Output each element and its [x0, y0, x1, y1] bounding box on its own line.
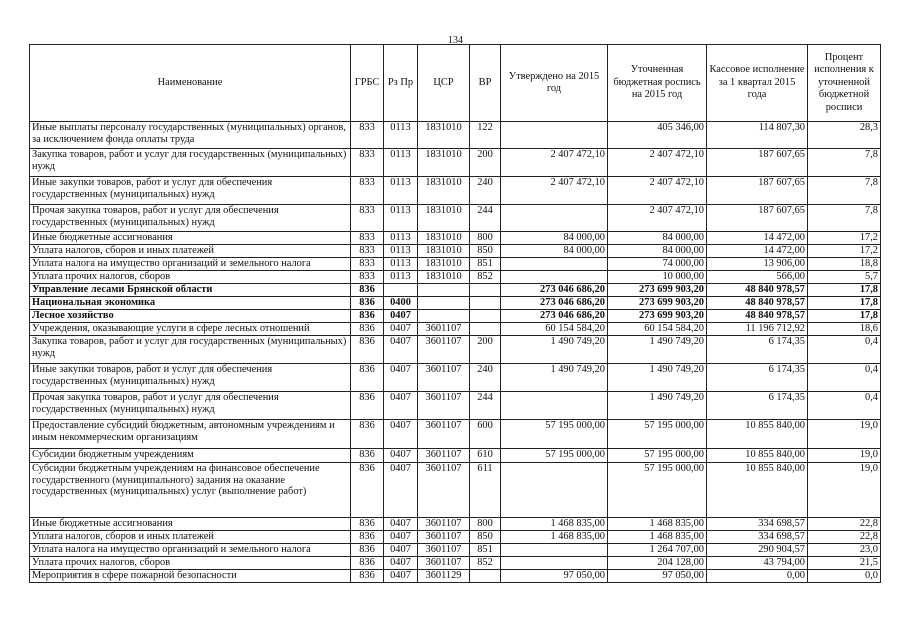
table-row — [30, 149, 881, 177]
row-csr: 3601107 — [418, 463, 470, 518]
table-row — [30, 284, 881, 297]
row-refined: 57 195 000,00 — [608, 463, 707, 518]
row-approved: 57 195 000,00 — [501, 449, 608, 463]
row-cash: 13 906,00 — [707, 258, 808, 271]
row-vr — [470, 323, 501, 336]
row-csr: 3601107 — [418, 336, 470, 364]
table-row — [30, 544, 881, 557]
row-percent: 17,2 — [808, 245, 881, 258]
row-approved — [501, 392, 608, 420]
row-cash: 11 196 712,92 — [707, 323, 808, 336]
row-approved — [501, 544, 608, 557]
table-body — [30, 122, 881, 583]
row-approved — [501, 463, 608, 518]
row-rzpr — [384, 284, 418, 297]
row-grbs: 836 — [351, 284, 384, 297]
row-name: Иные выплаты персоналу государственных (муниципальных) органов, за исключением фонда оплаты труда — [30, 122, 351, 149]
row-cash: 290 904,57 — [707, 544, 808, 557]
table-row — [30, 557, 881, 570]
row-csr: 1831010 — [418, 205, 470, 232]
row-approved — [501, 258, 608, 271]
row-grbs: 836 — [351, 544, 384, 557]
row-vr: 852 — [470, 557, 501, 570]
row-vr — [470, 284, 501, 297]
row-percent: 17,8 — [808, 284, 881, 297]
row-rzpr: 0113 — [384, 245, 418, 258]
row-refined: 1 468 835,00 — [608, 518, 707, 531]
row-refined: 273 699 903,20 — [608, 297, 707, 310]
row-cash: 48 840 978,57 — [707, 310, 808, 323]
row-approved: 273 046 686,20 — [501, 284, 608, 297]
row-percent: 17,8 — [808, 297, 881, 310]
row-name: Закупка товаров, работ и услуг для государственных (муниципальных) нужд — [30, 336, 351, 364]
row-approved: 273 046 686,20 — [501, 297, 608, 310]
row-name: Национальная экономика — [30, 297, 351, 310]
row-name: Уплата прочих налогов, сборов — [30, 271, 351, 284]
row-grbs: 833 — [351, 245, 384, 258]
row-vr: 200 — [470, 149, 501, 177]
row-name: Уплата налогов, сборов и иных платежей — [30, 531, 351, 544]
table-row — [30, 232, 881, 245]
row-approved: 273 046 686,20 — [501, 310, 608, 323]
row-cash: 14 472,00 — [707, 245, 808, 258]
row-grbs: 833 — [351, 122, 384, 149]
row-percent: 21,5 — [808, 557, 881, 570]
row-grbs: 836 — [351, 364, 384, 392]
row-percent: 0,4 — [808, 364, 881, 392]
row-rzpr: 0407 — [384, 557, 418, 570]
row-refined: 57 195 000,00 — [608, 420, 707, 449]
table-row — [30, 463, 881, 518]
table-row — [30, 310, 881, 323]
row-approved — [501, 271, 608, 284]
budget-table — [29, 44, 881, 583]
row-approved: 60 154 584,20 — [501, 323, 608, 336]
row-cash: 334 698,57 — [707, 518, 808, 531]
row-rzpr: 0407 — [384, 323, 418, 336]
row-vr: 800 — [470, 518, 501, 531]
table-row — [30, 531, 881, 544]
row-csr: 3601107 — [418, 392, 470, 420]
row-vr: 240 — [470, 177, 501, 205]
row-approved: 2 407 472,10 — [501, 177, 608, 205]
row-percent: 17,8 — [808, 310, 881, 323]
row-name: Уплата прочих налогов, сборов — [30, 557, 351, 570]
row-grbs: 833 — [351, 271, 384, 284]
row-percent: 7,8 — [808, 177, 881, 205]
row-refined: 74 000,00 — [608, 258, 707, 271]
row-percent: 0,0 — [808, 570, 881, 583]
row-grbs: 833 — [351, 149, 384, 177]
row-refined: 10 000,00 — [608, 271, 707, 284]
table-row — [30, 323, 881, 336]
table-row — [30, 570, 881, 583]
row-refined: 1 490 749,20 — [608, 336, 707, 364]
row-csr: 1831010 — [418, 232, 470, 245]
row-cash: 187 607,65 — [707, 177, 808, 205]
row-rzpr: 0407 — [384, 336, 418, 364]
row-vr: 244 — [470, 392, 501, 420]
table-row — [30, 258, 881, 271]
row-percent: 19,0 — [808, 420, 881, 449]
row-percent: 22,8 — [808, 518, 881, 531]
row-csr: 3601107 — [418, 557, 470, 570]
row-grbs: 836 — [351, 518, 384, 531]
row-percent: 0,4 — [808, 392, 881, 420]
row-approved — [501, 122, 608, 149]
row-approved: 84 000,00 — [501, 232, 608, 245]
row-vr: 850 — [470, 245, 501, 258]
header-refined: Уточненная бюджетная роспись на 2015 год — [608, 45, 707, 122]
table-row — [30, 420, 881, 449]
row-cash: 0,00 — [707, 570, 808, 583]
row-name: Иные закупки товаров, работ и услуг для обеспечения государственных (муниципальных) нужд — [30, 364, 351, 392]
row-csr: 3601107 — [418, 518, 470, 531]
row-grbs: 836 — [351, 557, 384, 570]
row-rzpr: 0407 — [384, 531, 418, 544]
row-grbs: 833 — [351, 232, 384, 245]
row-name: Иные бюджетные ассигнования — [30, 518, 351, 531]
row-percent: 23,0 — [808, 544, 881, 557]
row-cash: 6 174,35 — [707, 336, 808, 364]
row-rzpr: 0407 — [384, 544, 418, 557]
row-approved: 57 195 000,00 — [501, 420, 608, 449]
row-name: Прочая закупка товаров, работ и услуг для обеспечения государственных (муниципальных) нужд — [30, 205, 351, 232]
row-refined: 1 264 707,00 — [608, 544, 707, 557]
row-refined: 2 407 472,10 — [608, 177, 707, 205]
row-percent: 17,2 — [808, 232, 881, 245]
table-row — [30, 449, 881, 463]
row-cash: 43 794,00 — [707, 557, 808, 570]
row-approved — [501, 205, 608, 232]
row-rzpr: 0400 — [384, 297, 418, 310]
row-cash: 48 840 978,57 — [707, 297, 808, 310]
row-cash: 10 855 840,00 — [707, 449, 808, 463]
row-rzpr: 0407 — [384, 449, 418, 463]
row-rzpr: 0113 — [384, 149, 418, 177]
row-csr: 3601107 — [418, 544, 470, 557]
row-vr — [470, 297, 501, 310]
row-rzpr: 0113 — [384, 232, 418, 245]
header-row — [30, 45, 881, 122]
row-approved: 1 490 749,20 — [501, 364, 608, 392]
row-percent: 19,0 — [808, 449, 881, 463]
row-csr: 3601129 — [418, 570, 470, 583]
header-percent: Процент исполнения к уточненной бюджетной росписи — [808, 45, 881, 122]
row-csr: 1831010 — [418, 149, 470, 177]
row-rzpr: 0407 — [384, 420, 418, 449]
row-grbs: 836 — [351, 297, 384, 310]
row-vr: 851 — [470, 258, 501, 271]
row-approved: 1 468 835,00 — [501, 531, 608, 544]
row-percent: 19,0 — [808, 463, 881, 518]
row-csr: 1831010 — [418, 271, 470, 284]
row-rzpr: 0407 — [384, 570, 418, 583]
header-grbs: ГРБС — [351, 45, 384, 122]
row-vr — [470, 310, 501, 323]
row-percent: 18,6 — [808, 323, 881, 336]
row-grbs: 836 — [351, 531, 384, 544]
row-rzpr: 0407 — [384, 310, 418, 323]
row-name: Закупка товаров, работ и услуг для государственных (муниципальных) нужд — [30, 149, 351, 177]
row-refined: 2 407 472,10 — [608, 149, 707, 177]
row-csr: 1831010 — [418, 245, 470, 258]
row-refined: 204 128,00 — [608, 557, 707, 570]
row-cash: 114 807,30 — [707, 122, 808, 149]
row-refined: 57 195 000,00 — [608, 449, 707, 463]
row-refined: 60 154 584,20 — [608, 323, 707, 336]
row-csr: 3601107 — [418, 323, 470, 336]
row-name: Уплата налога на имущество организаций и земельного налога — [30, 258, 351, 271]
row-vr: 850 — [470, 531, 501, 544]
header-name: Наименование — [30, 45, 351, 122]
row-rzpr: 0407 — [384, 392, 418, 420]
row-rzpr: 0113 — [384, 122, 418, 149]
table-row — [30, 205, 881, 232]
row-grbs: 833 — [351, 205, 384, 232]
row-rzpr: 0113 — [384, 205, 418, 232]
table-row — [30, 392, 881, 420]
row-vr: 244 — [470, 205, 501, 232]
row-rzpr: 0407 — [384, 518, 418, 531]
row-cash: 14 472,00 — [707, 232, 808, 245]
row-csr: 1831010 — [418, 177, 470, 205]
row-vr: 611 — [470, 463, 501, 518]
row-grbs: 836 — [351, 336, 384, 364]
row-refined: 273 699 903,20 — [608, 284, 707, 297]
row-cash: 10 855 840,00 — [707, 463, 808, 518]
header-approved: Утверждено на 2015 год — [501, 45, 608, 122]
row-vr: 200 — [470, 336, 501, 364]
table-row — [30, 177, 881, 205]
row-cash: 6 174,35 — [707, 392, 808, 420]
row-approved: 1 490 749,20 — [501, 336, 608, 364]
row-cash: 187 607,65 — [707, 205, 808, 232]
row-approved: 1 468 835,00 — [501, 518, 608, 531]
row-name: Субсидии бюджетным учреждениям — [30, 449, 351, 463]
row-percent: 5,7 — [808, 271, 881, 284]
row-vr: 600 — [470, 420, 501, 449]
row-csr — [418, 297, 470, 310]
row-rzpr: 0113 — [384, 177, 418, 205]
row-percent: 18,8 — [808, 258, 881, 271]
row-percent: 28,3 — [808, 122, 881, 149]
row-approved: 2 407 472,10 — [501, 149, 608, 177]
row-cash: 566,00 — [707, 271, 808, 284]
row-refined: 1 468 835,00 — [608, 531, 707, 544]
row-cash: 334 698,57 — [707, 531, 808, 544]
row-name: Иные закупки товаров, работ и услуг для обеспечения государственных (муниципальных) нужд — [30, 177, 351, 205]
row-name: Предоставление субсидий бюджетным, автономным учреждениям и иным некоммерческим организациям — [30, 420, 351, 449]
row-refined: 405 346,00 — [608, 122, 707, 149]
row-name: Управление лесами Брянской области — [30, 284, 351, 297]
row-rzpr: 0407 — [384, 463, 418, 518]
header-csr: ЦСР — [418, 45, 470, 122]
row-name: Учреждения, оказывающие услуги в сфере лесных отношений — [30, 323, 351, 336]
table-row — [30, 245, 881, 258]
row-cash: 6 174,35 — [707, 364, 808, 392]
row-percent: 22,8 — [808, 531, 881, 544]
row-vr: 122 — [470, 122, 501, 149]
row-grbs: 836 — [351, 392, 384, 420]
row-vr: 851 — [470, 544, 501, 557]
row-csr: 1831010 — [418, 122, 470, 149]
row-csr: 3601107 — [418, 449, 470, 463]
row-approved: 97 050,00 — [501, 570, 608, 583]
row-name: Уплата налога на имущество организаций и земельного налога — [30, 544, 351, 557]
row-csr: 3601107 — [418, 364, 470, 392]
row-grbs: 833 — [351, 258, 384, 271]
table-row — [30, 518, 881, 531]
row-csr — [418, 284, 470, 297]
row-name: Лесное хозяйство — [30, 310, 351, 323]
row-name: Мероприятия в сфере пожарной безопасности — [30, 570, 351, 583]
row-vr: 852 — [470, 271, 501, 284]
row-grbs: 836 — [351, 463, 384, 518]
header-rzpr: Рз Пр — [384, 45, 418, 122]
row-vr: 240 — [470, 364, 501, 392]
row-percent: 7,8 — [808, 205, 881, 232]
row-grbs: 836 — [351, 310, 384, 323]
row-cash: 10 855 840,00 — [707, 420, 808, 449]
row-vr: 800 — [470, 232, 501, 245]
row-csr: 3601107 — [418, 420, 470, 449]
row-approved: 84 000,00 — [501, 245, 608, 258]
row-name: Прочая закупка товаров, работ и услуг для обеспечения государственных (муниципальных) нужд — [30, 392, 351, 420]
row-name: Иные бюджетные ассигнования — [30, 232, 351, 245]
row-grbs: 836 — [351, 323, 384, 336]
row-grbs: 836 — [351, 570, 384, 583]
row-percent: 7,8 — [808, 149, 881, 177]
row-csr: 3601107 — [418, 531, 470, 544]
row-refined: 84 000,00 — [608, 232, 707, 245]
row-refined: 1 490 749,20 — [608, 364, 707, 392]
row-cash: 48 840 978,57 — [707, 284, 808, 297]
row-grbs: 836 — [351, 420, 384, 449]
row-rzpr: 0407 — [384, 364, 418, 392]
row-name: Уплата налогов, сборов и иных платежей — [30, 245, 351, 258]
row-refined: 273 699 903,20 — [608, 310, 707, 323]
table-row — [30, 297, 881, 310]
row-grbs: 833 — [351, 177, 384, 205]
row-percent: 0,4 — [808, 336, 881, 364]
row-grbs: 836 — [351, 449, 384, 463]
table-row — [30, 271, 881, 284]
row-rzpr: 0113 — [384, 258, 418, 271]
header-cash: Кассовое исполнение за 1 квартал 2015 года — [707, 45, 808, 122]
table-row — [30, 336, 881, 364]
row-refined: 84 000,00 — [608, 245, 707, 258]
table-row — [30, 364, 881, 392]
row-name: Субсидии бюджетным учреждениям на финансовое обеспечение государственного (муниципального) задания на оказание государственных (муниципальных) услуг (выполнение работ) — [30, 463, 351, 518]
row-csr: 1831010 — [418, 258, 470, 271]
row-csr — [418, 310, 470, 323]
header-vr: ВР — [470, 45, 501, 122]
page-number: 134 — [448, 35, 463, 46]
row-vr: 610 — [470, 449, 501, 463]
table-row — [30, 122, 881, 149]
row-rzpr: 0113 — [384, 271, 418, 284]
row-refined: 1 490 749,20 — [608, 392, 707, 420]
row-cash: 187 607,65 — [707, 149, 808, 177]
row-approved — [501, 557, 608, 570]
row-refined: 2 407 472,10 — [608, 205, 707, 232]
row-refined: 97 050,00 — [608, 570, 707, 583]
row-vr — [470, 570, 501, 583]
